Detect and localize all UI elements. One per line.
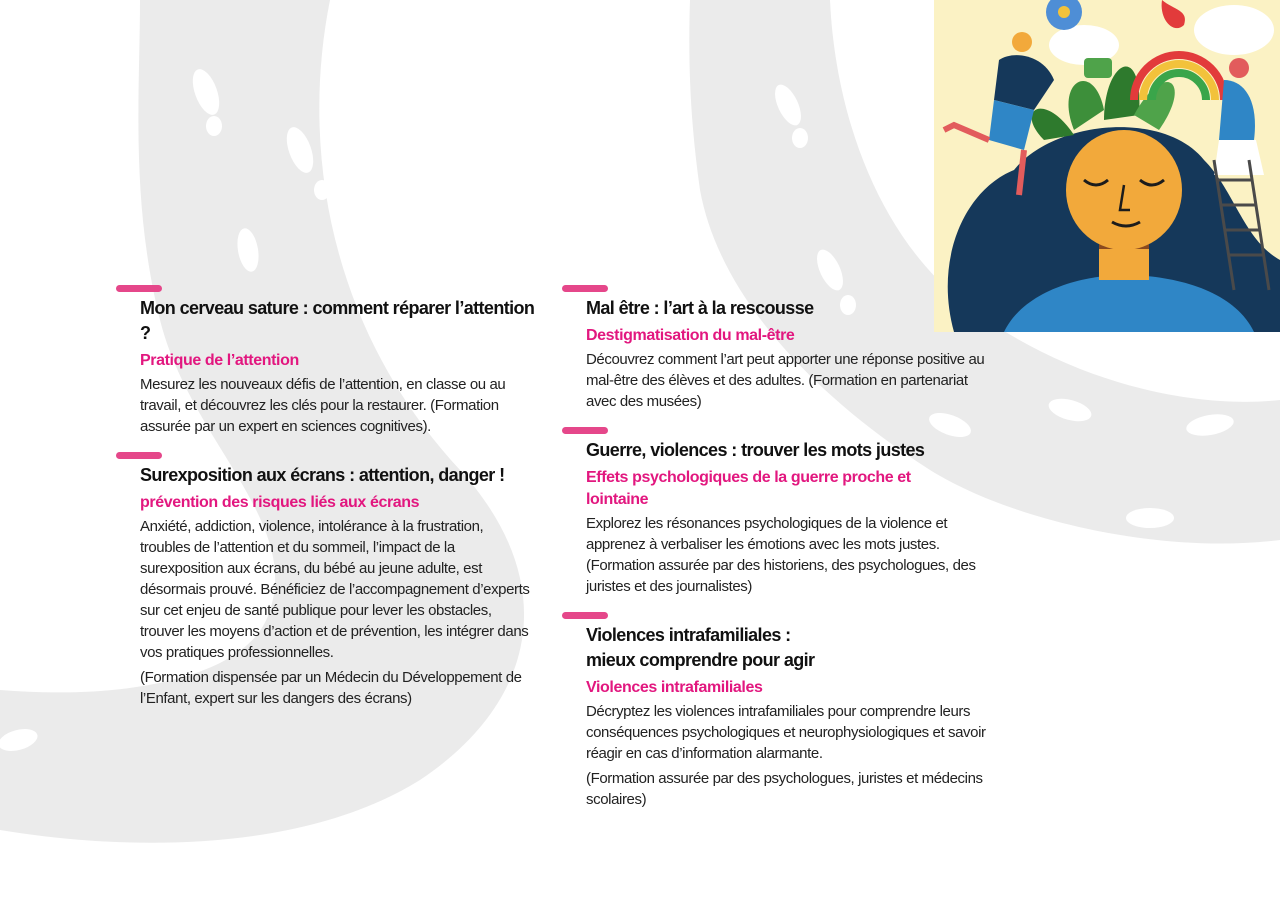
left-column [116, 285, 536, 724]
section-subtitle: Destigmatisation du mal-être [586, 327, 795, 344]
section-body: Explorez les résonances psychologiques de la violence et apprenez à verbaliser les émotions avec les mots justes. (Formation assurée par des historiens, des psychologues, des juristes et des journalistes) [586, 515, 976, 595]
section-dash [116, 452, 162, 459]
section-title: Mal être : l’art à la rescousse [586, 298, 814, 318]
section-title: Guerre, violences : trouver les mots justes [586, 440, 925, 460]
section-dash [562, 612, 608, 619]
section-attention [116, 285, 536, 437]
section-body: Découvrez comment l’art peut apporter une réponse positive au mal-être des élèves et des adultes. (Formation en partenariat avec des musées) [586, 351, 985, 410]
section-dash [562, 427, 608, 434]
section-dash [116, 285, 162, 292]
section-body: Anxiété, addiction, violence, intolérance à la frustration, troubles de l’attention et du sommeil, l’impact de la surexposition aux écrans, du bébé au jeune adulte, est désormais prouvé. Bénéficiez de l’accompagnement d’experts sur cet enjeu de santé publique pour lever les obstacles, trouver les moyens d’action et de prévention, les intégrer dans vos pratiques professionnelles. [140, 518, 530, 661]
section-dash [562, 285, 608, 292]
section-title: Mon cerveau sature : comment réparer l’attention ? [140, 298, 535, 343]
section-subtitle: Pratique de l’attention [140, 352, 299, 369]
section-ecrans [116, 452, 536, 709]
section-body: Mesurez les nouveaux défis de l’attention, en classe ou au travail, et découvrez les clés pour la restaurer. (Formation assurée par un expert en sciences cognitives). [140, 376, 506, 435]
section-mal-etre [562, 285, 992, 412]
section-subtitle: prévention des risques liés aux écrans [140, 494, 420, 511]
section-note: (Formation assurée par des psychologues, juristes et médecins scolaires) [586, 770, 983, 808]
section-subtitle: Violences intrafamiliales [586, 679, 763, 696]
section-note: (Formation dispensée par un Médecin du Développement de l’Enfant, expert sur les dangers des écrans) [140, 669, 522, 707]
right-column [562, 285, 992, 825]
section-violences [562, 612, 992, 810]
section-guerre [562, 427, 992, 597]
mind-garden-illustration [934, 0, 1280, 332]
section-subtitle: Effets psychologiques de la guerre proche et lointaine [586, 469, 911, 508]
section-title: Violences intrafamiliales : mieux comprendre pour agir [586, 625, 815, 670]
section-title: Surexposition aux écrans : attention, danger ! [140, 465, 505, 485]
section-body: Décryptez les violences intrafamiliales pour comprendre leurs conséquences psychologiques et neurophysiologiques et savoir réagir en cas d’information alarmante. [586, 703, 986, 762]
